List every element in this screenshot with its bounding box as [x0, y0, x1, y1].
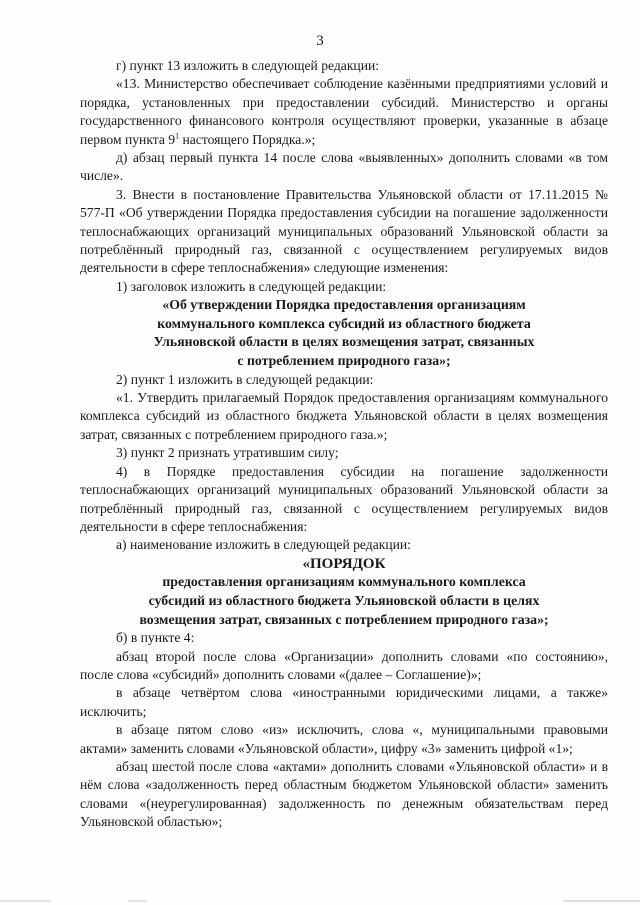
- paragraph-p8: 3) пункт 2 признать утратившим силу;: [116, 445, 339, 461]
- paragraph-p2: [80, 75, 608, 149]
- paragraph-p1: г) пункт 13 изложить в следующей редакции:: [116, 58, 380, 73]
- paragraph-p7: «1. Утвердить прилагаемый Порядок предоставления организациям коммунального комплекса субсидий из областного бюджета Ульяновской области в целях возмещения затрат, связанных с потреблением природного газа.»;: [80, 390, 608, 442]
- superscript: 1: [175, 131, 180, 141]
- paragraph-text: настоящего Порядка.»;: [179, 131, 316, 147]
- paragraph-p15: абзац шестой после слова «актами» дополнить словами «Ульяновской области» и в нём слова «задолженность перед областным бюджетом Ульяновской области» заменить словами «(неурегулированная) задолженность по денежным обязательствам перед Ульяновской областью»;: [80, 758, 608, 830]
- heading-line: с потреблением природного газа»;: [237, 353, 451, 369]
- heading-line: «Об утверждении Порядка предоставления организациям: [162, 297, 526, 313]
- scan-artifact: [0, 900, 640, 902]
- paragraph-p11: б) в пункте 4:: [116, 630, 195, 646]
- document-body: [80, 57, 608, 832]
- paragraph-p14: в абзаце пятом слово «из» исключить, слова «, муниципальными правовыми актами» заменить словами «Ульяновской области», цифру «3» заменить цифрой «1»;: [80, 722, 608, 756]
- heading-block-t2: [80, 555, 608, 574]
- heading-line: Ульяновской области в целях возмещения затрат, связанных: [153, 334, 535, 350]
- paragraph-p6: 2) пункт 1 изложить в следующей редакции:: [116, 371, 374, 387]
- page-number: 3: [316, 33, 324, 49]
- heading-line: коммунального комплекса субсидий из областного бюджета: [157, 315, 531, 331]
- paragraph-p5: 1) заголовок изложить в следующей редакции:: [116, 278, 387, 294]
- heading-block-t3: [80, 573, 608, 629]
- paragraph-p3: д) абзац первый пункта 14 после слова «выявленных» дополнить словами «в том числе».: [80, 150, 608, 184]
- paragraph-text: «13. Министерство обеспечивает соблюдение казёнными предприятиями условий и порядка, установленных при предоставлении субсидий. Министерство и органы государственного финансового контроля осуществляют проверки, указанные в абзаце первом пункта 9: [80, 76, 608, 147]
- heading-line: «ПОРЯДОК: [302, 555, 386, 572]
- heading-block-t1: [80, 296, 608, 370]
- heading-line: предоставления организациям коммунального комплекса: [162, 574, 526, 590]
- paragraph-p13: в абзаце четвёртом слова «иностранными юридическими лицами, а также» исключить;: [80, 685, 608, 719]
- paragraph-p10: а) наименование изложить в следующей редакции:: [116, 537, 411, 553]
- heading-line: субсидий из областного бюджета Ульяновской области в целях: [148, 592, 540, 608]
- paragraph-p9: 4) в Порядке предоставления субсидии на погашение задолженности теплоснабжающих организаций муниципальных образований Ульяновской области за потреблённый природный газ, связанной с осуществлением регулируемых видов деятельности в сфере теплоснабжения:: [80, 463, 608, 534]
- heading-line: возмещения затрат, связанных с потреблением природного газа»;: [139, 611, 549, 627]
- paragraph-p4: 3. Внести в постановление Правительства Ульяновской области от 17.11.2015 № 577-П «Об утверждении Порядка предоставления субсидии на погашение задолженности теплоснабжающих организаций муниципальных образований Ульяновской области за потреблённый природный газ, связанной с осуществлением регулируемых видов деятельности в сфере теплоснабжения» следующие изменения:: [80, 186, 608, 276]
- paragraph-p12: абзац второй после слова «Организации» дополнить словами «по состоянию», после слова «субсидий» дополнить словами «(далее – Соглашение)»;: [80, 648, 608, 682]
